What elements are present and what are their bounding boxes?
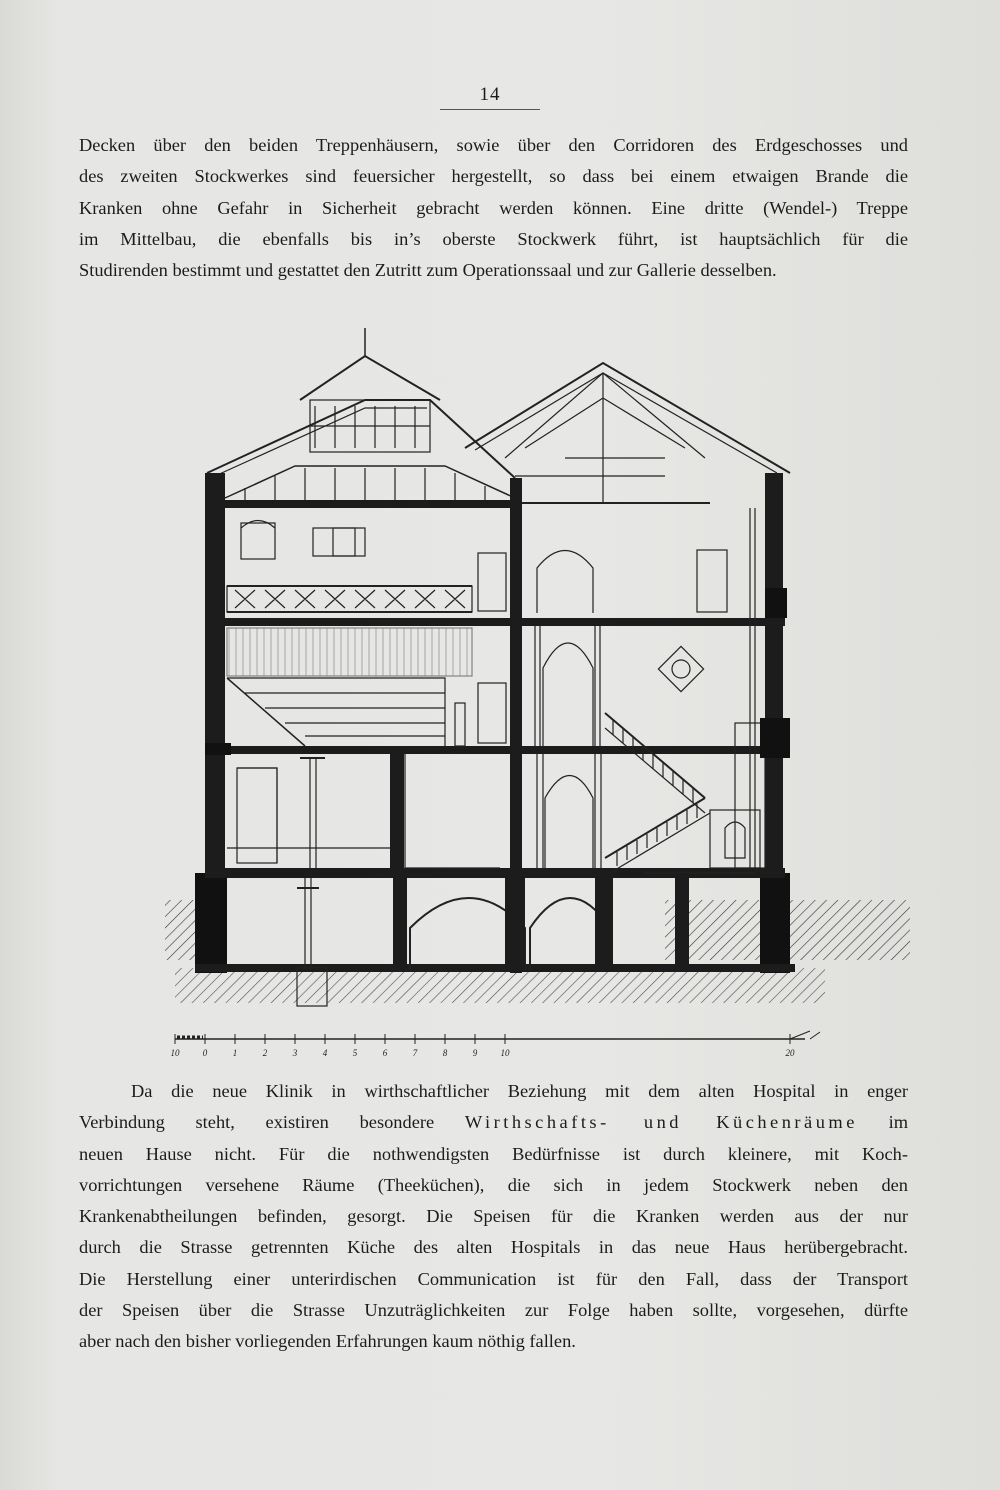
scale-label-2: 2 (262, 1048, 268, 1058)
paragraph-2-line-2-start: Verbindung steht, existiren besondere (79, 1112, 435, 1133)
page-number: 14 (479, 84, 501, 105)
ground-below (175, 968, 825, 1003)
page-number-rule (440, 109, 540, 110)
door-middle (478, 683, 506, 743)
staircase-lower (605, 798, 705, 858)
door-upper-right (697, 550, 727, 612)
scale-label-1: 1 (232, 1048, 238, 1058)
scale-label-9: 9 (472, 1048, 478, 1058)
paragraph-2 (79, 1076, 908, 1358)
window-hall-2 (313, 528, 365, 556)
paragraph-2-line-2-end: im (888, 1112, 908, 1133)
paragraph-1-line-5: Studirenden bestimmt und gestattet den Zutritt zum Operationssaal und zur Gallerie desselben. (79, 260, 777, 281)
arch-upper (537, 551, 593, 614)
floor-slab-main (205, 746, 785, 754)
paragraph-1-line-1: Decken über den beiden Treppenhäusern, sowie über den Corridoren des Erdgeschosses und (79, 135, 908, 155)
floor-slab-upper (205, 618, 785, 626)
paragraph-1-line-3: Kranken ohne Gefahr in Sicherheit gebracht werden können. Eine dritte (Wendel-) Treppe (79, 197, 908, 218)
scale-label-20: 20 (785, 1048, 795, 1058)
paragraph-2-line-5: Krankenabtheilungen befinden, gesorgt. Die Speisen für die Kranken werden aus der nur (79, 1206, 908, 1227)
staircase-upper (605, 713, 705, 798)
scale-label-4: 4 (322, 1048, 328, 1058)
scale-label-5: 5 (352, 1048, 358, 1058)
paragraph-2-line-2 (79, 1107, 908, 1138)
scale-label-0: 0 (202, 1048, 208, 1058)
paragraph-1-line-2: des zweiten Stockwerkes sind feuersicher hergestellt, so dass bei einem etwaigen Brande die (79, 166, 908, 187)
paragraph-2-line-6: durch die Strasse getrennten Küche des alten Hospitals in das neue Haus herübergebracht. (79, 1237, 908, 1258)
scale-label-6: 6 (382, 1048, 388, 1058)
window-hall-1 (241, 523, 275, 559)
scale-label-10: 10 (500, 1048, 510, 1058)
paragraph-2-line-8: der Speisen über die Strasse Unzuträglichkeiten zur Folge haben sollte, vorgesehen, dürfte (79, 1300, 908, 1321)
emphasized-term: Wirthschafts- und Küchenräume (464, 1112, 858, 1133)
building-section-drawing (165, 328, 920, 1063)
scale-label-7: 7 (412, 1048, 418, 1058)
scale-label-8: 8 (442, 1048, 448, 1058)
window-ground-1 (237, 768, 277, 863)
paragraph-2-line-7: Die Herstellung einer unterirdischen Communication ist für den Fall, dass der Transport (79, 1268, 908, 1289)
rosette-ornament (658, 646, 703, 691)
paragraph-2-line-9: aber nach den bisher vorliegenden Erfahrungen kaum nöthig fallen. (79, 1331, 576, 1352)
paragraph-2-line-1: Da die neue Klinik in wirthschaftlicher Beziehung mit dem alten Hospital in enger (131, 1081, 908, 1101)
scale-label-3: 3 (292, 1048, 298, 1058)
arch-middle (543, 643, 593, 746)
paragraph-1-line-4: im Mittelbau, die ebenfalls bis in’s oberste Stockwerk führt, ist hauptsächlich für die (79, 228, 908, 249)
paragraph-2-line-4: vorrichtungen versehene Räume (Theeküchen), die sich in jedem Stockwerk neben den (79, 1174, 908, 1195)
door-upper-left (478, 553, 506, 611)
scale-label-10-left: 10 (170, 1048, 180, 1058)
basement-floor (195, 964, 795, 972)
floor-slab-attic (205, 500, 520, 508)
paragraph-1 (79, 130, 908, 286)
gallery-balustrade (227, 586, 472, 612)
roof-right-outline (465, 363, 790, 473)
paragraph-2-line-3: neuen Hause nicht. Für die nothwendigsten Bedürfnisse ist durch kleinere, mit Koch- (79, 1143, 908, 1164)
scale-bar (171, 1031, 821, 1058)
ground-left (165, 900, 200, 960)
